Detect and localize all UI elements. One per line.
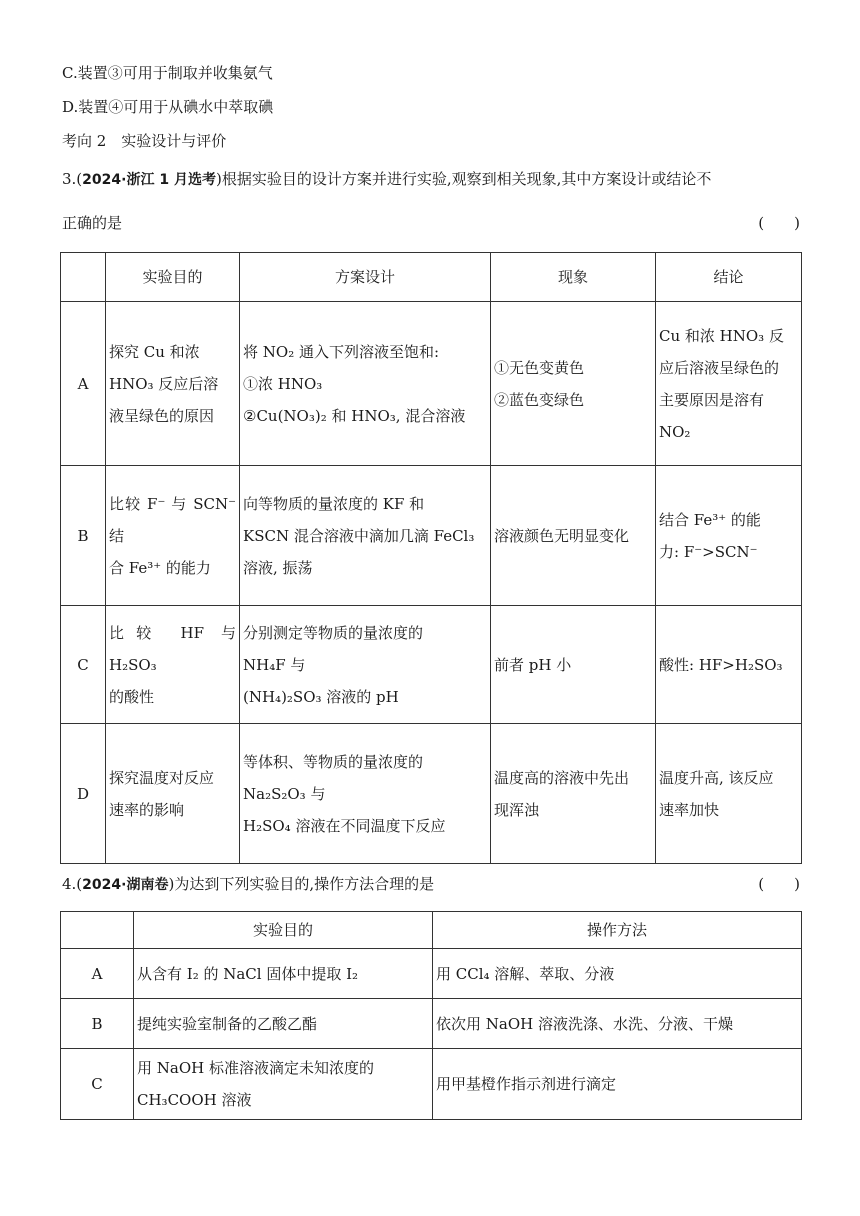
q4-method-cell [433, 949, 802, 999]
q3-design-cell-line: KSCN 混合溶液中滴加几滴 FeCl₃ [243, 526, 475, 545]
q3-conclusion-cell-line: 速率加快 [659, 800, 720, 819]
q4-header-row [61, 912, 802, 949]
q4-method-cell-line: 用甲基橙作指示剂进行滴定 [436, 1075, 617, 1093]
q3-table-row [61, 302, 802, 466]
q3-design-cell [240, 724, 491, 864]
section-heading: 考向 2 实验设计与评价 [62, 132, 227, 150]
q4-table-row [61, 949, 802, 999]
q3-phenomenon-cell-line: ①无色变黄色 [494, 358, 585, 377]
q3-row-label: D [61, 724, 106, 864]
option-c: C.装置③可用于制取并收集氨气 [62, 64, 273, 82]
q3-purpose-cell [106, 466, 240, 606]
q3-source-close: ) [215, 170, 222, 188]
q4-header-cell: 操作方法 [433, 912, 802, 949]
q3-purpose-cell-line: 液呈绿色的原因 [109, 406, 215, 425]
q3-design-cell-line: 向等物质的量浓度的 KF 和 [243, 494, 425, 513]
q4-method-cell-line: 用 CCl₄ 溶解、萃取、分液 [436, 964, 615, 983]
q3-stem-line2: 正确的是 [62, 214, 123, 232]
q3-table-row [61, 466, 802, 606]
q4-stem [62, 873, 434, 894]
q4-row-label: C [61, 1049, 134, 1120]
q3-conclusion-cell-line: Cu 和浓 HNO₃ 反 [659, 326, 784, 345]
q3-conclusion-cell-line: 结合 Fe³⁺ 的能 [659, 510, 761, 529]
q3-purpose-cell [106, 724, 240, 864]
q3-phenomenon-cell-line: ②蓝色变绿色 [494, 390, 585, 409]
q4-purpose-cell [134, 949, 433, 999]
q4-row-label: A [61, 949, 134, 999]
q3-purpose-cell-line: 探究 Cu 和浓 [109, 342, 200, 361]
q3-phenomenon-cell [491, 466, 656, 606]
q4-row-label: B [61, 999, 134, 1049]
q3-phenomenon-cell-line: 温度高的溶液中先出 [494, 768, 630, 787]
q4-method-cell [433, 1049, 802, 1120]
q3-purpose-cell [106, 606, 240, 724]
q4-number: 4.( [62, 875, 83, 893]
q3-design-cell-line: Na₂S₂O₃ 与 [243, 784, 326, 803]
q3-design-cell-line: 将 NO₂ 通入下列溶液至饱和: [243, 342, 440, 361]
q3-purpose-cell [106, 302, 240, 466]
q3-design-cell-line: (NH₄)₂SO₃ 溶液的 pH [243, 687, 399, 706]
q3-design-cell-line: 等体积、等物质的量浓度的 [243, 752, 424, 771]
q4-purpose-cell [134, 999, 433, 1049]
q3-purpose-cell-line: 合 Fe³⁺ 的能力 [109, 558, 211, 577]
q3-stem-text: 根据实验目的设计方案并进行实验,观察到相关现象,其中方案设计或结论不 [221, 170, 712, 188]
q4-purpose-cell-line: 用 NaOH 标准溶液滴定未知浓度的 [137, 1059, 374, 1077]
q3-phenomenon-cell-line: 前者 pH 小 [494, 655, 572, 674]
q4-purpose-cell-line: 提纯实验室制备的乙酸乙酯 [137, 1014, 318, 1033]
q4-answer-paren: ( ) [758, 875, 800, 893]
q4-header-cell: 实验目的 [134, 912, 433, 949]
q3-phenomenon-cell-line: 溶液颜色无明显变化 [494, 526, 630, 545]
q3-purpose-cell-line: 速率的影响 [109, 800, 185, 819]
q3-row-label: C [61, 606, 106, 724]
option-d: D.装置④可用于从碘水中萃取碘 [62, 98, 274, 116]
q3-conclusion-cell [656, 302, 802, 466]
q4-purpose-cell-line: 从含有 I₂ 的 NaCl 固体中提取 I₂ [137, 964, 359, 983]
q4-method-cell-line: 依次用 NaOH 溶液洗涤、水洗、分液、干燥 [436, 1014, 733, 1033]
q3-conclusion-cell-line: NO₂ [659, 422, 691, 441]
q4-table-row [61, 999, 802, 1049]
q3-source: 2024·浙江 1 月选考 [82, 172, 216, 188]
q4-source: 2024·湖南卷 [82, 877, 169, 893]
q3-table-row [61, 606, 802, 724]
q3-conclusion-cell-line: 主要原因是溶有 [659, 390, 765, 409]
q3-purpose-cell-line: 比较 F⁻ 与 SCN⁻ 结 [109, 494, 236, 545]
q3-design-cell [240, 606, 491, 724]
q3-conclusion-cell-line: 温度升高, 该反应 [659, 768, 774, 787]
q3-design-cell [240, 466, 491, 606]
q3-conclusion-cell-line: 应后溶液呈绿色的 [659, 358, 780, 377]
q3-phenomenon-cell-line: 现浑浊 [494, 800, 540, 819]
q4-source-close: ) [168, 875, 175, 893]
q4-purpose-cell-line: CH₃COOH 溶液 [137, 1091, 252, 1109]
q3-design-cell-line: ②Cu(NO₃)₂ 和 HNO₃, 混合溶液 [243, 406, 466, 425]
q3-number: 3.( [62, 170, 83, 188]
q3-purpose-cell-line: 探究温度对反应 [109, 768, 215, 787]
q3-header-row [61, 253, 802, 302]
q3-design-cell-line: 分别测定等物质的量浓度的 [243, 623, 424, 642]
q3-conclusion-cell [656, 466, 802, 606]
q4-purpose-cell [134, 1049, 433, 1120]
q3-design-cell-line: NH₄F 与 [243, 655, 306, 674]
q3-header-cell: 现象 [491, 253, 656, 302]
q3-design-cell [240, 302, 491, 466]
q3-phenomenon-cell [491, 724, 656, 864]
q4-stem-text: 为达到下列实验目的,操作方法合理的是 [174, 875, 435, 893]
q3-design-cell-line: H₂SO₄ 溶液在不同温度下反应 [243, 816, 446, 835]
q3-table-row [61, 724, 802, 864]
q3-row-label: B [61, 466, 106, 606]
q3-conclusion-cell [656, 606, 802, 724]
q3-conclusion-cell [656, 724, 802, 864]
q3-purpose-cell-line: 的酸性 [109, 687, 155, 706]
q3-phenomenon-cell [491, 302, 656, 466]
q3-header-cell: 实验目的 [106, 253, 240, 302]
q3-conclusion-cell-line: 酸性: HF>H₂SO₃ [659, 655, 783, 674]
q3-design-cell-line: 溶液, 振荡 [243, 558, 313, 577]
q3-header-cell: 结论 [656, 253, 802, 302]
q3-conclusion-cell-line: 力: F⁻>SCN⁻ [659, 542, 758, 561]
q4-table [60, 911, 802, 1120]
q3-header-blank [61, 253, 106, 302]
q3-table [60, 252, 802, 864]
q3-phenomenon-cell [491, 606, 656, 724]
q3-header-cell: 方案设计 [240, 253, 491, 302]
q3-row-label: A [61, 302, 106, 466]
q4-method-cell [433, 999, 802, 1049]
q4-header-blank [61, 912, 134, 949]
q3-answer-paren: ( ) [758, 214, 800, 232]
q3-stem-line1 [62, 168, 711, 189]
q4-table-row [61, 1049, 802, 1120]
q3-design-cell-line: ①浓 HNO₃ [243, 374, 323, 393]
q3-purpose-cell-line: HNO₃ 反应后溶 [109, 374, 219, 393]
q3-purpose-cell-line: 比较 HF 与 H₂SO₃ [109, 623, 236, 674]
